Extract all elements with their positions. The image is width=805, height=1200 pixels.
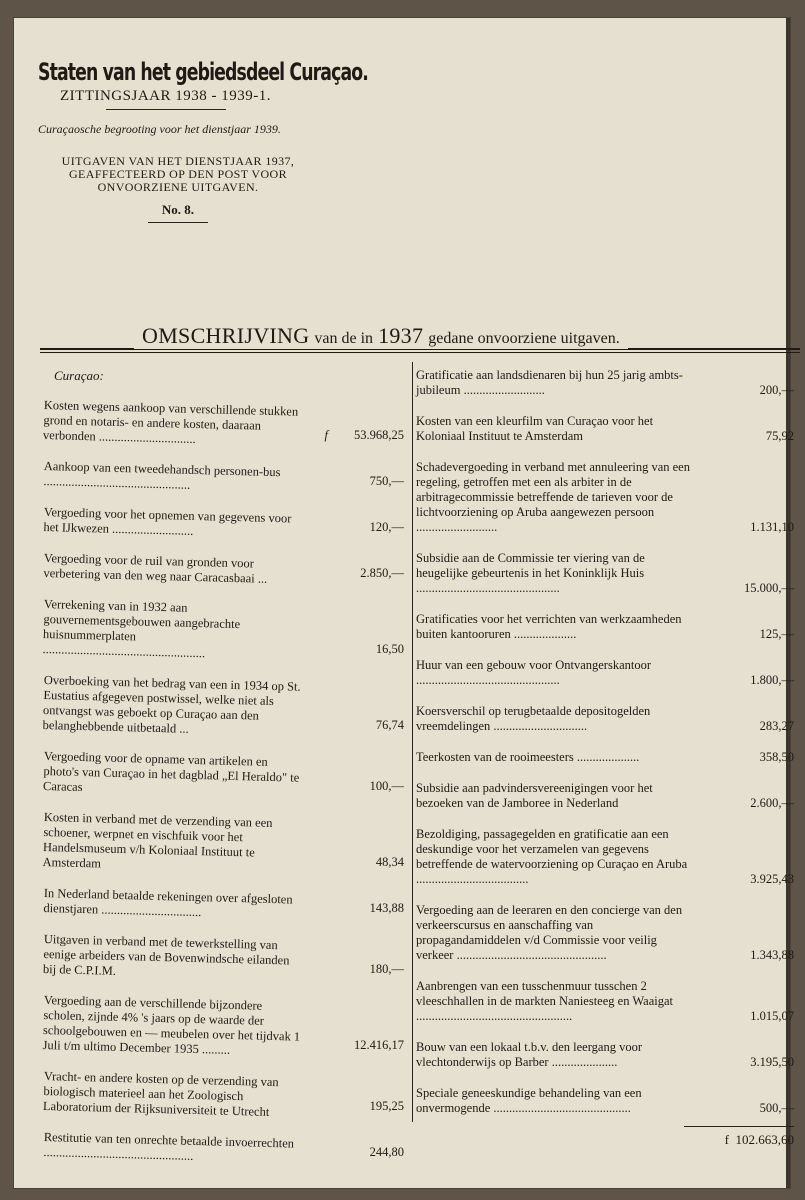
entry-description: Kosten in verband met de verzending van een schoener, werpnet en vischfuik voor het Handelsmuseum v/h Koloniaal Instituut te Amsterdam bbox=[42, 810, 273, 871]
entry-amount bbox=[360, 566, 404, 581]
entry-amount bbox=[376, 718, 404, 733]
entry-amount-value: 195,25 bbox=[369, 1099, 404, 1113]
entry-amount-value: 750,— bbox=[369, 474, 404, 488]
entry-amount bbox=[370, 962, 404, 977]
expense-entry bbox=[416, 368, 794, 398]
entry-amount-value: 180,— bbox=[369, 962, 404, 976]
entry-description: Verrekening van in 1932 aan gouvernementsgebouwen aangebrachte huisnummerplaten .................................................... bbox=[42, 597, 241, 661]
expense-entry bbox=[44, 810, 404, 870]
right-entries bbox=[416, 368, 794, 1116]
entry-amount-value: 75,92 bbox=[765, 429, 794, 443]
entry-amount bbox=[370, 474, 404, 489]
entry-amount-value: 143,88 bbox=[369, 901, 404, 915]
entry-description: Vergoeding voor de ruil van gronden voor verbetering van den weg naar Caracasbaai ... bbox=[43, 551, 268, 586]
entry-description: Gratificatie aan landsdienaren bij hun 25 jarig ambts-jubileum .......................... bbox=[416, 368, 683, 397]
entry-description: Schadevergoeding in verband met annuleering van een regeling, getroffen met een als arbiter in de arbitragecommissie betreffende de tarieven voor de lichtvoorziening op Aruba aangewezen persoon .......................... bbox=[416, 460, 690, 534]
entry-amount bbox=[744, 581, 794, 596]
expense-entry bbox=[416, 414, 794, 444]
entry-currency: f bbox=[324, 428, 328, 442]
heading-part-2: van de in bbox=[314, 330, 374, 347]
region-label: Curaçao: bbox=[54, 368, 104, 383]
uitgaven-block bbox=[38, 155, 318, 194]
expense-entry bbox=[43, 505, 404, 538]
left-column bbox=[44, 368, 404, 1176]
entry-amount-value: 1.343,88 bbox=[750, 948, 794, 962]
entry-description: Bouw van een lokaal t.b.v. den leergang voor vlechtonderwijs op Barber ..................... bbox=[416, 1040, 642, 1069]
entry-amount-value: 76,74 bbox=[375, 718, 404, 732]
expense-entry bbox=[43, 886, 404, 920]
entry-description: Subsidie aan de Commissie ter viering van de heugelijke gebeurtenis in het Koninklijk Huis .............................................. bbox=[416, 551, 645, 595]
entry-description: Aankoop van een tweedehandsch personen-bus ............................................... bbox=[43, 459, 281, 492]
expense-entry bbox=[416, 1086, 794, 1116]
entry-amount-value: 358,50 bbox=[759, 750, 794, 764]
entry-amount bbox=[370, 1145, 404, 1160]
entry-amount bbox=[376, 642, 404, 657]
entry-amount bbox=[760, 719, 794, 734]
entry-description: Koersverschil op terugbetaalde depositogelden vreemdelingen .............................. bbox=[416, 704, 651, 733]
entry-description: Vracht- en andere kosten op de verzending van biologisch materieel aan het Zoologisch Laboratorium der Rijksuniversiteit te Utrecht bbox=[42, 1069, 279, 1119]
entry-amount-value: 2.850,— bbox=[360, 566, 404, 580]
entry-description: Huur van een gebouw voor Ontvangerskantoor .............................................. bbox=[416, 658, 652, 687]
entry-amount-value: 283,27 bbox=[759, 719, 794, 733]
entry-description: Vergoeding aan de leeraren en den concierge van den verkeerscursus en aanschaffing van propagandamiddelen v/d Commissie voor veilig verkeer ................................................ bbox=[416, 903, 683, 962]
heading-part-3: gedane onvoorziene uitgaven. bbox=[428, 330, 620, 347]
expense-entry bbox=[416, 979, 794, 1024]
total-amount bbox=[725, 1132, 794, 1148]
total-rule bbox=[684, 1126, 794, 1127]
entry-amount-value: 48,34 bbox=[375, 855, 404, 869]
entry-amount-value: 200,— bbox=[759, 383, 794, 397]
entry-amount bbox=[750, 673, 794, 688]
heading-part-1: OMSCHRIJVING bbox=[142, 323, 310, 348]
entry-amount-value: 125,— bbox=[759, 627, 794, 641]
entry-description: Kosten wegens aankoop van verschillende stukken grond en notaris- en andere kosten, daaraan verbonden ............................... bbox=[42, 398, 299, 446]
entry-amount bbox=[750, 948, 794, 963]
entry-amount bbox=[325, 428, 404, 443]
entry-amount bbox=[370, 520, 404, 535]
expense-entry bbox=[416, 551, 794, 596]
expense-entry bbox=[416, 1040, 794, 1070]
entry-amount bbox=[376, 855, 404, 870]
uitgaven-line-1: UITGAVEN VAN HET DIENSTJAAR 1937, bbox=[61, 154, 295, 168]
entry-description: Bezoldiging, passagegelden en gratificatie aan een deskundige voor het verzamelen van gegevens betreffende de watervoorziening op Curaçao en Aruba .................................... bbox=[416, 827, 688, 886]
entry-amount-value: 16,50 bbox=[375, 642, 404, 656]
entry-amount-value: 1.015,07 bbox=[750, 1009, 794, 1023]
entry-amount bbox=[750, 1055, 794, 1070]
left-entries bbox=[42, 398, 404, 1163]
heading-year: 1937 bbox=[378, 323, 424, 348]
entry-description: Vergoeding voor het opnemen van gegevens voor het IJkwezen .......................... bbox=[43, 505, 292, 538]
total-value: 102.663,60 bbox=[735, 1132, 794, 1147]
column-divider bbox=[412, 362, 413, 1122]
entry-amount-value: 2.600,— bbox=[750, 796, 794, 810]
entry-description: Aanbrengen van een tusschenmuur tusschen 2 vleeschhallen in de markten Naniesteeg en Waaigat .................................................. bbox=[416, 979, 673, 1023]
entry-amount-value: 100,— bbox=[369, 779, 404, 793]
entry-amount-value: 53.968,25 bbox=[354, 428, 404, 442]
expense-entry bbox=[416, 460, 794, 535]
expense-entry bbox=[43, 551, 404, 586]
entry-amount bbox=[760, 383, 794, 398]
entry-amount bbox=[760, 627, 794, 642]
entry-amount bbox=[750, 796, 794, 811]
expense-entry bbox=[44, 932, 404, 977]
entry-amount bbox=[750, 872, 794, 887]
entry-amount-value: 3.195,50 bbox=[750, 1055, 794, 1069]
document-page bbox=[14, 18, 794, 1188]
entry-description: Teerkosten van de rooimeesters .................... bbox=[416, 750, 640, 764]
header-divider bbox=[106, 109, 226, 110]
entry-description: Vergoeding voor de opname van artikelen en photo's van Curaçao in het dagblad „El Heraldo" te Caracas bbox=[42, 749, 300, 795]
entry-description: Kosten van een kleurfilm van Curaçao voor het Koloniaal Instituut te Amsterdam bbox=[416, 414, 654, 443]
entry-amount-value: 3.925,43 bbox=[750, 872, 794, 886]
entry-amount-value: 120,— bbox=[369, 520, 404, 534]
uitgaven-line-3: ONVOORZIENE UITGAVEN. bbox=[97, 180, 259, 194]
expense-entry bbox=[42, 398, 404, 446]
entry-amount bbox=[370, 779, 404, 794]
entry-amount bbox=[354, 1038, 404, 1053]
entry-amount bbox=[370, 1099, 404, 1114]
right-column bbox=[416, 368, 794, 1152]
entry-description: Vergoeding aan de verschillende bijzondere scholen, zijnde 4% 's jaars op de waarde der schoolgebouwen en — meubelen over het tijdvak 1 Juli t/m ultimo December 1935 ......... bbox=[42, 993, 301, 1057]
expense-entry bbox=[42, 597, 404, 661]
entry-amount-value: 500,— bbox=[759, 1101, 794, 1115]
section-heading bbox=[134, 323, 628, 349]
entry-amount-value: 15.000,— bbox=[744, 581, 794, 595]
expense-entry bbox=[42, 993, 404, 1057]
entry-description: Overboeking van het bedrag van een in 1934 op St. Eustatius afgegeven postwissel, welke niet als ontvangst was geboekt op Curaçao aan den belanghebbende uitbetaald ... bbox=[42, 673, 301, 736]
session-year: ZITTINGSJAAR 1938 - 1939-1. bbox=[60, 88, 271, 104]
expense-entry bbox=[44, 749, 404, 794]
expense-entry bbox=[42, 673, 404, 736]
entry-amount bbox=[760, 750, 794, 765]
entry-description: Speciale geneeskundige behandeling van een onvermogende ............................................ bbox=[416, 1086, 642, 1115]
uitgaven-line-2: GEAFFECTEERD OP DEN POST VOOR bbox=[68, 167, 288, 181]
entry-amount-value: 12.416,17 bbox=[354, 1038, 404, 1052]
entry-amount bbox=[750, 520, 794, 535]
entry-amount bbox=[750, 1009, 794, 1024]
expense-entry bbox=[416, 612, 794, 642]
entry-description: Restitutie van ten onrechte betaalde invoerrechten ................................................ bbox=[43, 1130, 295, 1163]
entry-amount bbox=[766, 429, 794, 444]
heading-rule-double bbox=[40, 352, 800, 353]
expense-entry bbox=[416, 903, 794, 963]
expense-entry bbox=[43, 1130, 404, 1163]
number-underline bbox=[148, 222, 208, 223]
document-number: No. 8. bbox=[161, 202, 195, 217]
total-currency: f bbox=[724, 1132, 729, 1147]
expense-entry bbox=[43, 459, 404, 492]
entry-description: Gratificaties voor het verrichten van werkzaamheden buiten kantooruren .................... bbox=[416, 612, 682, 641]
entry-amount-value: 1.131,10 bbox=[750, 520, 794, 534]
expense-entry bbox=[416, 704, 794, 734]
entry-description: Subsidie aan padvindersvereenigingen voor het bezoeken van de Jamboree in Nederland bbox=[416, 781, 653, 810]
entry-description: In Nederland betaalde rekeningen over afgesloten dienstjaren ................................ bbox=[43, 886, 293, 920]
entry-amount-value: 244,80 bbox=[369, 1145, 404, 1159]
entry-amount-value: 1.800,— bbox=[750, 673, 794, 687]
expense-entry bbox=[42, 1069, 404, 1119]
entry-amount bbox=[370, 901, 404, 916]
expense-entry bbox=[416, 750, 794, 765]
expense-entry bbox=[416, 781, 794, 811]
total-row bbox=[416, 1132, 794, 1152]
entry-description: Uitgaven in verband met de tewerkstelling van eenige arbeiders van de Bovenwindsche eilanden bij de C.P.I.M. bbox=[42, 932, 290, 978]
document-title: Staten van het gebiedsdeel Curaçao. bbox=[38, 58, 368, 86]
document-header bbox=[38, 58, 368, 223]
expense-entry bbox=[416, 827, 794, 887]
entry-amount bbox=[760, 1101, 794, 1116]
budget-line: Curaçaosche begrooting voor het dienstjaar 1939. bbox=[38, 122, 281, 136]
expense-entry bbox=[416, 658, 794, 688]
